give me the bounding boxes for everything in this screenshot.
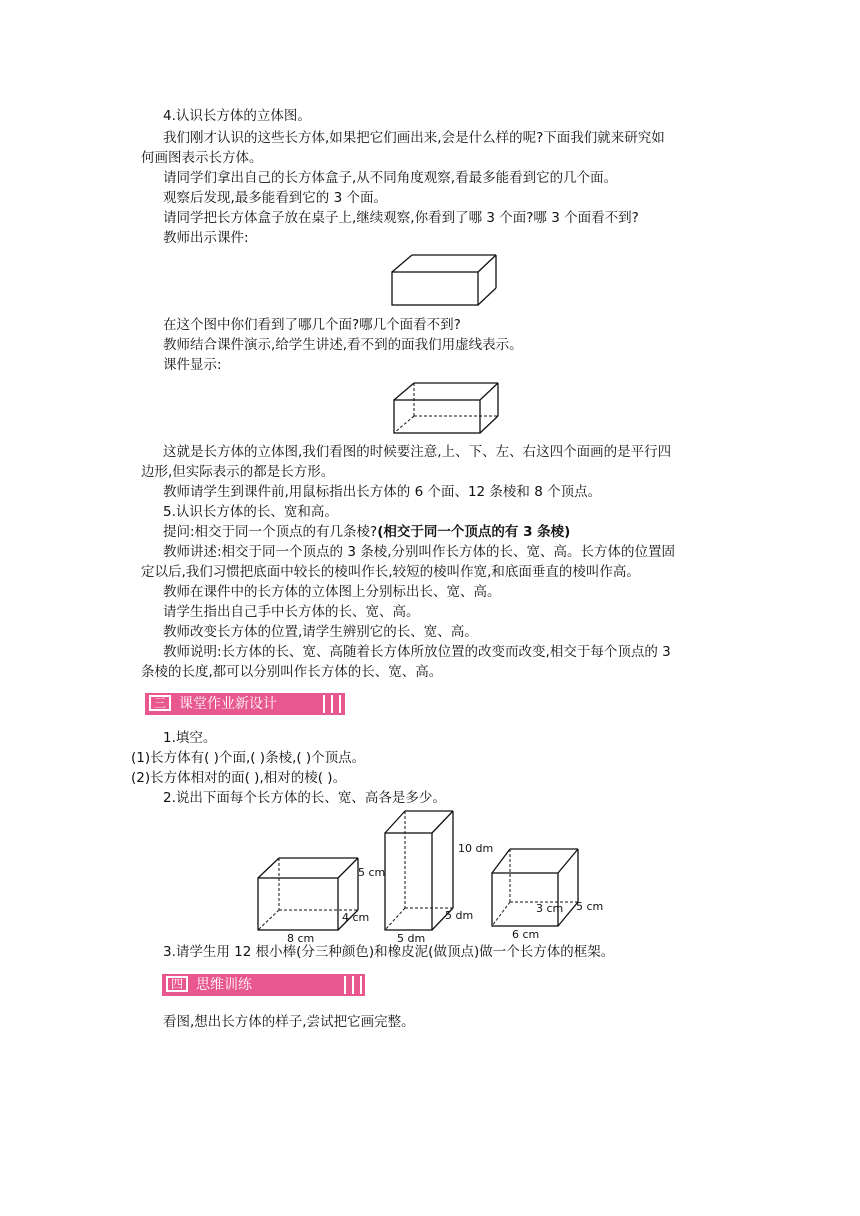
box2-width-label: 5 dm — [445, 909, 474, 922]
paragraph: 定以后,我们习惯把底面中较长的棱叫作长,较短的棱叫作宽,和底面垂直的棱叫作高。 — [141, 564, 640, 580]
banner-label: 课堂作业新设计 — [179, 696, 277, 712]
paragraph: 教师改变长方体的位置,请学生辨别它的长、宽、高。 — [163, 624, 478, 640]
box1-height-label: 5 cm — [358, 866, 386, 879]
question-text: 提问:相交于同一个顶点的有几条棱? — [163, 524, 378, 540]
homework-q1b: (2)长方体相对的面( ),相对的棱( )。 — [131, 770, 347, 786]
cuboids-dimensions-figure — [255, 808, 615, 945]
box3-width-label: 3 cm — [536, 902, 564, 915]
paragraph: 何画图表示长方体。 — [141, 150, 263, 166]
paragraph: 在这个图中你们看到了哪几个面?哪几个面看不到? — [163, 317, 461, 333]
cuboid-figure-solid — [390, 252, 500, 308]
banner-number: 四 — [166, 976, 188, 992]
homework-q3: 3.请学生用 12 根小棒(分三种颜色)和橡皮泥(做顶点)做一个长方体的框架。 — [163, 944, 615, 960]
box1-width-label: 4 cm — [342, 911, 370, 924]
paragraph: 请同学们拿出自己的长方体盒子,从不同角度观察,看最多能看到它的几个面。 — [163, 170, 618, 186]
paragraph: 教师讲述:相交于同一个顶点的 3 条棱,分别叫作长方体的长、宽、高。长方体的位置固 — [163, 544, 676, 560]
section-banner-thinking — [162, 974, 365, 996]
homework-q1a: (1)长方体有( )个面,( )条棱,( )个顶点。 — [131, 750, 366, 766]
box2-length-label: 5 dm — [397, 932, 426, 945]
box1-length-label: 8 cm — [287, 932, 315, 945]
box2-height-label: 10 dm — [458, 842, 494, 855]
paragraph: 课件显示: — [163, 357, 222, 373]
paragraph: 观察后发现,最多能看到它的 3 个面。 — [163, 190, 387, 206]
paragraph: 教师请学生到课件前,用鼠标指出长方体的 6 个面、12 条棱和 8 个顶点。 — [163, 484, 602, 500]
paragraph: 教师说明:长方体的长、宽、高随着长方体所放位置的改变而改变,相交于每个顶点的 3 — [163, 644, 671, 660]
cuboid-figure-dashed — [392, 380, 502, 436]
box3-height-label: 5 cm — [576, 900, 604, 913]
section5-title: 5.认识长方体的长、宽和高。 — [163, 504, 338, 520]
paragraph: 条棱的长度,都可以分别叫作长方体的长、宽、高。 — [141, 664, 443, 680]
paragraph: 教师在课件中的长方体的立体图上分别标出长、宽、高。 — [163, 584, 501, 600]
section-banner-homework — [145, 693, 345, 715]
banner-number: 三 — [149, 695, 171, 711]
paragraph: 我们刚才认识的这些长方体,如果把它们画出来,会是什么样的呢?下面我们就来研究如 — [163, 130, 665, 146]
paragraph: 请学生指出自己手中长方体的长、宽、高。 — [163, 604, 420, 620]
paragraph: 教师出示课件: — [163, 230, 249, 246]
paragraph: 请同学把长方体盒子放在桌子上,继续观察,你看到了哪 3 个面?哪 3 个面看不到? — [163, 210, 639, 226]
box3-length-label: 6 cm — [512, 928, 540, 941]
question — [163, 522, 570, 542]
section4-title: 4.认识长方体的立体图。 — [163, 108, 311, 124]
banner-label: 思维训练 — [196, 977, 252, 993]
homework-q1: 1.填空。 — [163, 730, 217, 746]
paragraph: 这就是长方体的立体图,我们看图的时候要注意,上、下、左、右这四个面画的是平行四 — [163, 444, 672, 460]
homework-q2: 2.说出下面每个长方体的长、宽、高各是多少。 — [163, 790, 446, 806]
paragraph: 教师结合课件演示,给学生讲述,看不到的面我们用虚线表示。 — [163, 337, 523, 353]
question-answer: (相交于同一个顶点的有 3 条棱) — [377, 524, 571, 540]
thinking-instruction: 看图,想出长方体的样子,尝试把它画完整。 — [163, 1014, 415, 1030]
paragraph: 边形,但实际表示的都是长方形。 — [141, 464, 335, 480]
